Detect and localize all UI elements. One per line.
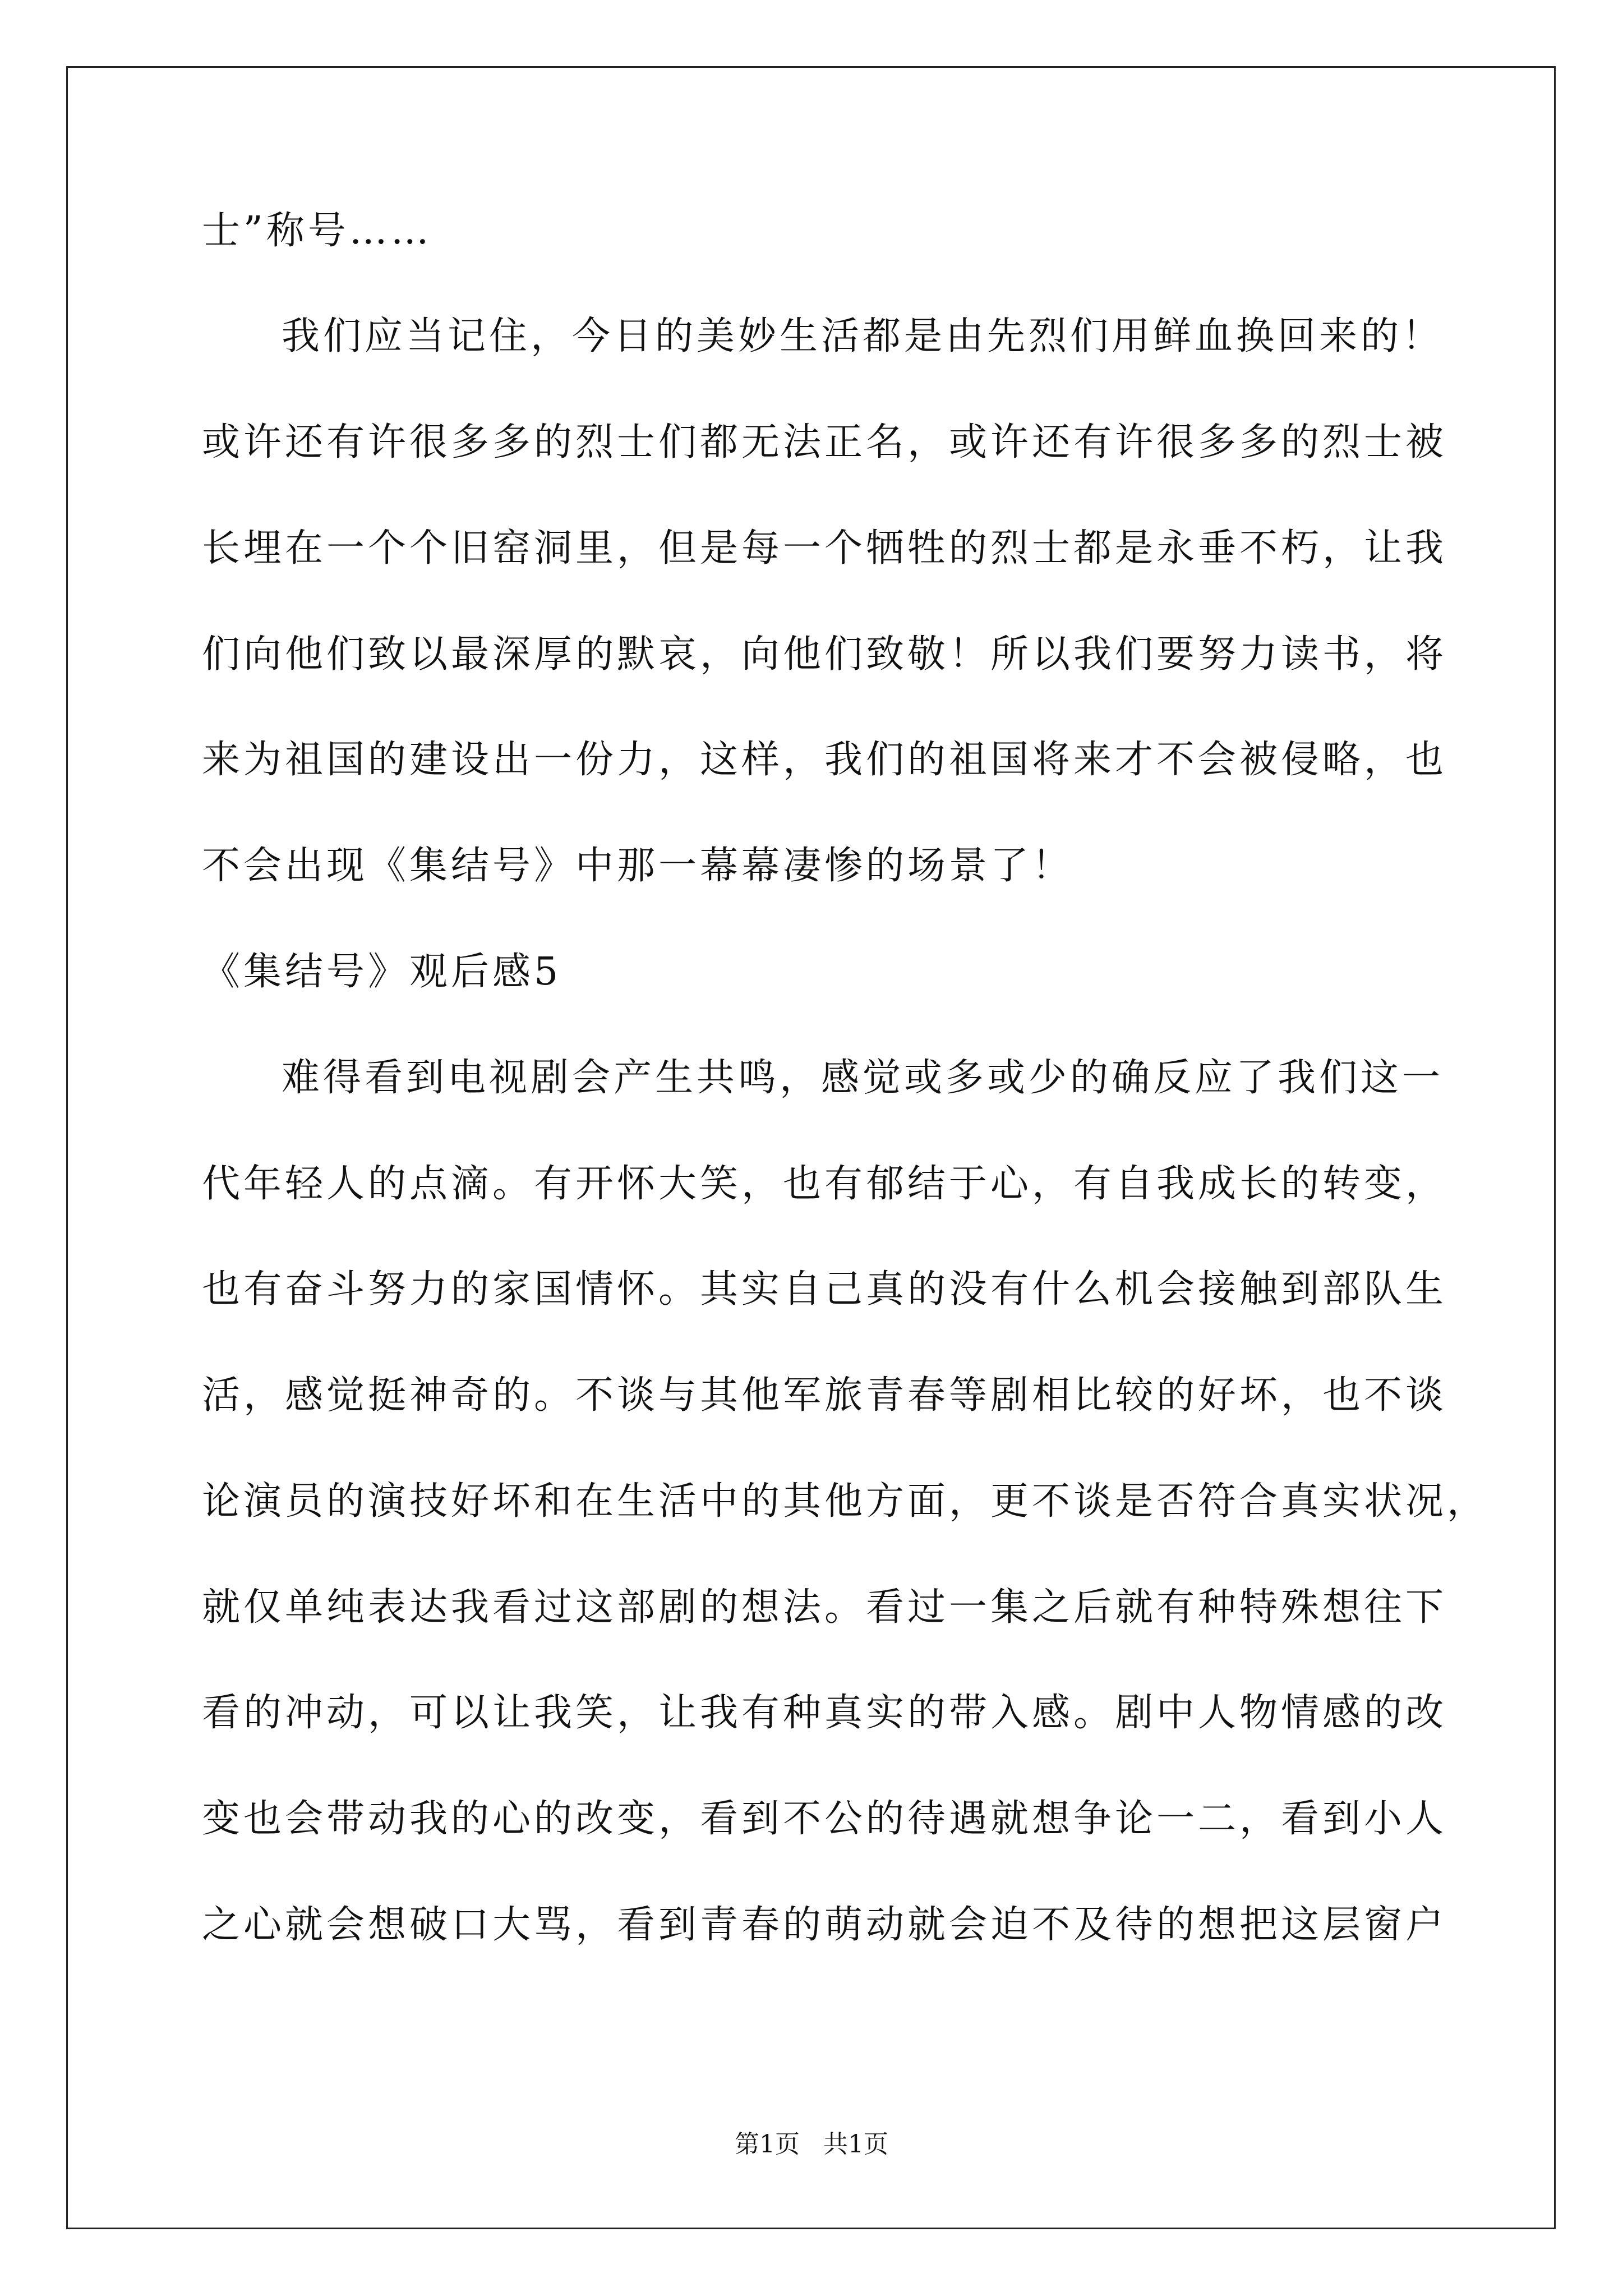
page-number: 第1页 bbox=[735, 2130, 800, 2159]
text-line: 就仅单纯表达我看过这部剧的想法。看过一集之后就有种特殊想往下 bbox=[202, 1585, 1447, 1630]
text-line: 长埋在一个个旧窑洞里，但是每一个牺牲的烈士都是永垂不朽，让我 bbox=[202, 526, 1447, 570]
text-line: 论演员的演技好坏和在生活中的其他方面，更不谈是否符合真实状况， bbox=[202, 1479, 1489, 1524]
text-line: 来为祖国的建设出一份力，这样，我们的祖国将来才不会被侵略，也 bbox=[202, 738, 1447, 782]
section-heading: 《集结号》观后感5 bbox=[202, 950, 562, 994]
text-line: 士”称号…… bbox=[202, 209, 432, 253]
text-line: 我们应当记住，今日的美妙生活都是由先烈们用鲜血换回来的！ bbox=[282, 314, 1444, 358]
text-line: 看的冲动，可以让我笑，让我有种真实的带入感。剧中人物情感的改 bbox=[202, 1691, 1447, 1735]
text-line: 代年轻人的点滴。有开怀大笑，也有郁结于心，有自我成长的转变， bbox=[202, 1162, 1447, 1206]
text-line: 变也会带动我的心的改变，看到不公的待遇就想争论一二，看到小人 bbox=[202, 1797, 1447, 1841]
page-footer bbox=[0, 2129, 1623, 2160]
text-line: 之心就会想破口大骂，看到青春的萌动就会迫不及待的想把这层窗户 bbox=[202, 1903, 1447, 1947]
text-line: 也有奋斗努力的家国情怀。其实自己真的没有什么机会接触到部队生 bbox=[202, 1267, 1447, 1312]
text-line: 活，感觉挺神奇的。不谈与其他军旅青春等剧相比较的好坏，也不谈 bbox=[202, 1373, 1447, 1418]
page-total: 共1页 bbox=[823, 2130, 888, 2159]
text-line: 难得看到电视剧会产生共鸣，感觉或多或少的确反应了我们这一 bbox=[282, 1056, 1444, 1100]
text-line: 或许还有许很多多的烈士们都无法正名，或许还有许很多多的烈士被 bbox=[202, 420, 1447, 464]
text-line: 不会出现《集结号》中那一幕幕凄惨的场景了！ bbox=[202, 844, 1074, 888]
text-line: 们向他们致以最深厚的默哀，向他们致敬！所以我们要努力读书，将 bbox=[202, 632, 1447, 677]
